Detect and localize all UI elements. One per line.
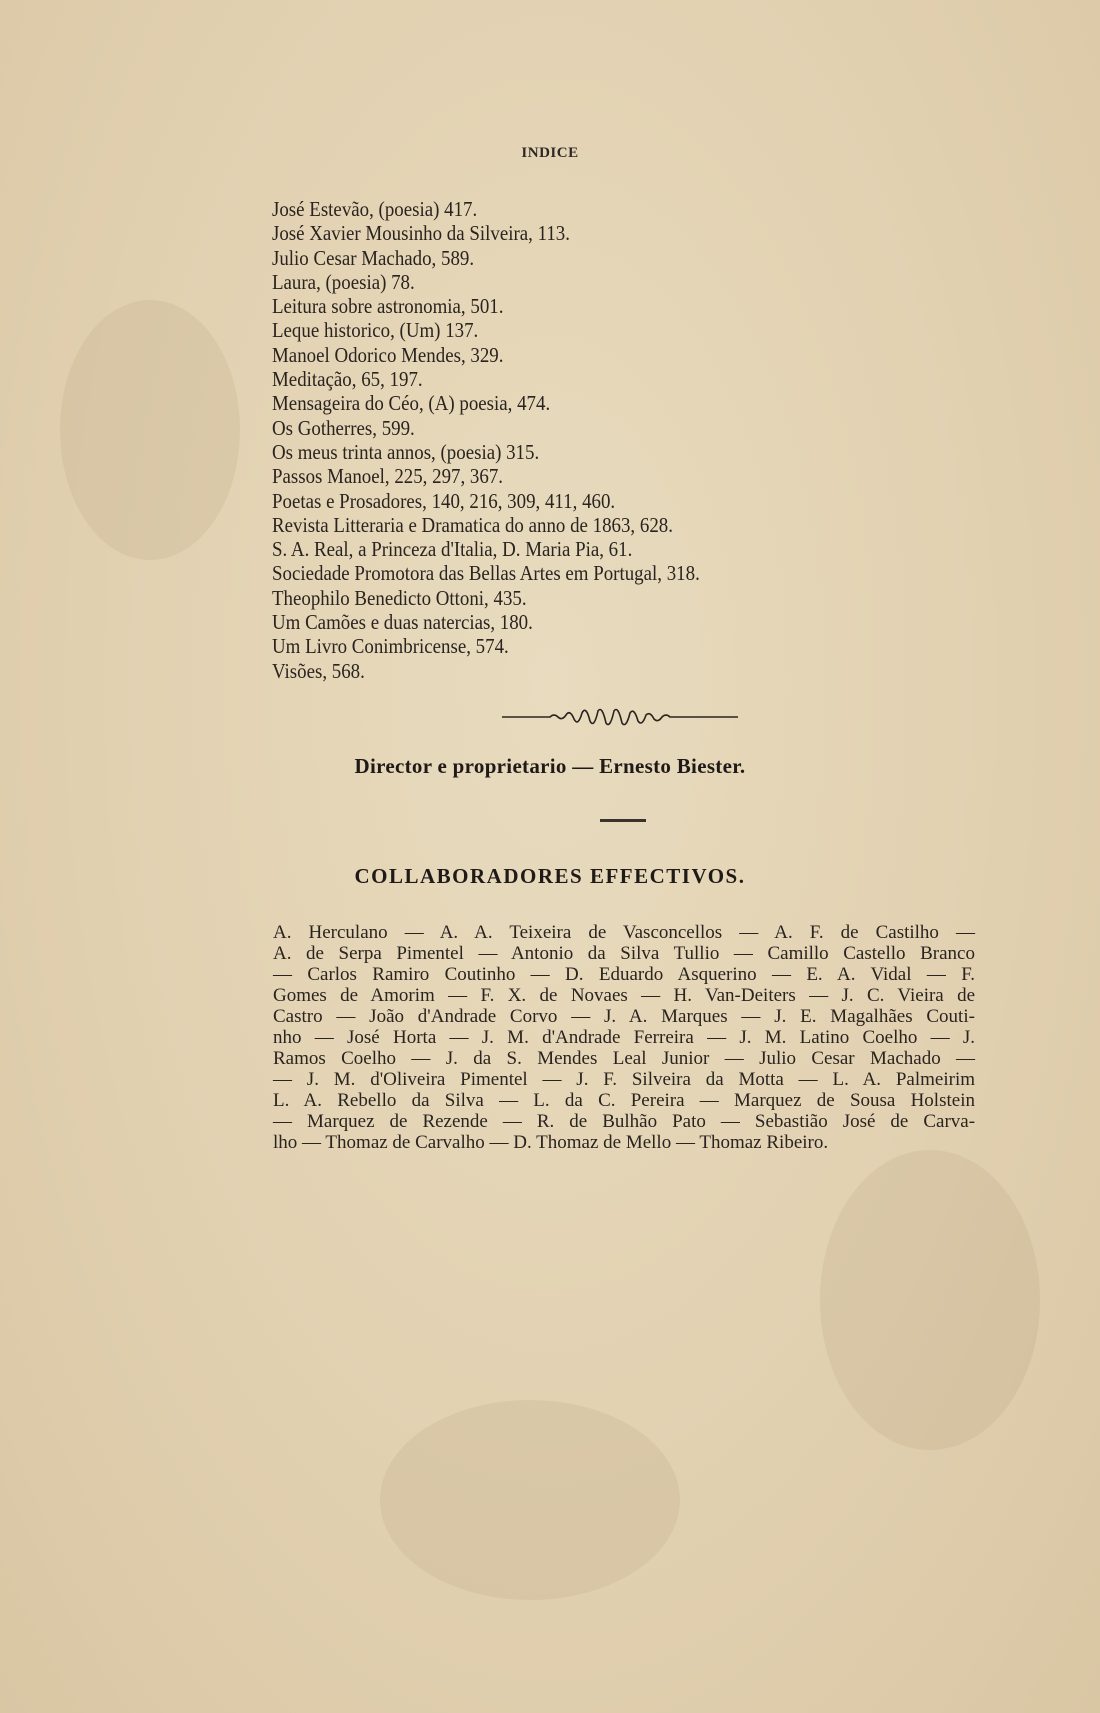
- collaborators-line: lho — Thomaz de Carvalho — D. Thomaz de Mello — Thomaz Ribeiro.: [273, 1132, 829, 1153]
- index-entry: José Estevão, (poesia) 417.: [272, 197, 478, 221]
- index-entry: Os Gotherres, 599.: [272, 415, 415, 440]
- collaborators-list: [273, 922, 975, 1153]
- index-entry: Visões, 568.: [272, 658, 365, 683]
- index-entry: Um Livro Conimbricense, 574.: [272, 634, 509, 659]
- page-title: INDICE: [521, 145, 579, 161]
- index-entry: Laura, (poesia) 78.: [272, 269, 415, 294]
- index-entry: Sociedade Promotora das Bellas Artes em Portugal, 318.: [272, 561, 700, 586]
- index-entry: Meditação, 65, 197.: [272, 367, 423, 392]
- collaborators-line: L. A. Rebello da Silva — L. da C. Pereira — Marquez de Sousa Holstein: [273, 1090, 975, 1111]
- collaborators-line: Gomes de Amorim — F. X. de Novaes — H. Van-Deiters — J. C. Vieira de: [273, 985, 976, 1006]
- index-entry: Revista Litteraria e Dramatica do anno de 1863, 628.: [272, 512, 673, 537]
- index-entry: Julio Cesar Machado, 589.: [272, 245, 475, 270]
- index-entry: Um Camões e duas natercias, 180.: [272, 610, 533, 635]
- index-entry: Passos Manoel, 225, 297, 367.: [272, 464, 504, 489]
- director-line: Director e proprietario — Ernesto Biester.: [354, 754, 746, 778]
- collaborators-line: nho — José Horta — J. M. d'Andrade Ferreira — J. M. Latino Coelho — J.: [273, 1027, 976, 1048]
- index-entry: Theophilo Benedicto Ottoni, 435.: [272, 585, 527, 610]
- wavy-divider: [500, 705, 740, 729]
- collaborators-line: — Marquez de Rezende — R. de Bulhão Pato — Sebastião José de Carva-: [273, 1111, 976, 1132]
- index-entry: José Xavier Mousinho da Silveira, 113.: [272, 221, 570, 246]
- short-divider: [600, 819, 646, 822]
- collaborators-line: — Carlos Ramiro Coutinho — D. Eduardo Asquerino — E. A. Vidal — F.: [273, 964, 975, 985]
- index-entry: Manoel Odorico Mendes, 329.: [272, 342, 504, 367]
- index-list: [272, 197, 912, 683]
- collaborators-line: Ramos Coelho — J. da S. Mendes Leal Junior — Julio Cesar Machado —: [273, 1048, 976, 1069]
- collaborators-line: A. Herculano — A. A. Teixeira de Vasconcellos — A. F. de Castilho —: [273, 922, 975, 943]
- index-entry: Os meus trinta annos, (poesia) 315.: [272, 439, 540, 464]
- paper-stain: [380, 1400, 680, 1600]
- paper-stain: [60, 300, 240, 560]
- collaborators-line: A. de Serpa Pimentel — Antonio da Silva Tullio — Camillo Castello Branco: [273, 943, 975, 964]
- index-entry: S. A. Real, a Princeza d'Italia, D. Maria Pia, 61.: [272, 537, 633, 562]
- index-entry: Mensageira do Céo, (A) poesia, 474.: [272, 391, 551, 416]
- collaborators-line: — J. M. d'Oliveira Pimentel — J. F. Silveira da Motta — L. A. Palmeirim: [273, 1069, 975, 1090]
- collaborators-line: Castro — João d'Andrade Corvo — J. A. Marques — J. E. Magalhães Couti-: [273, 1006, 975, 1027]
- index-entry: Leque historico, (Um) 137.: [272, 318, 479, 343]
- paper-stain: [820, 1150, 1040, 1450]
- index-entry: Leitura sobre astronomia, 501.: [272, 294, 504, 319]
- index-entry: Poetas e Prosadores, 140, 216, 309, 411, 460.: [272, 488, 616, 513]
- collaborators-heading: COLLABORADORES EFFECTIVOS.: [354, 864, 746, 888]
